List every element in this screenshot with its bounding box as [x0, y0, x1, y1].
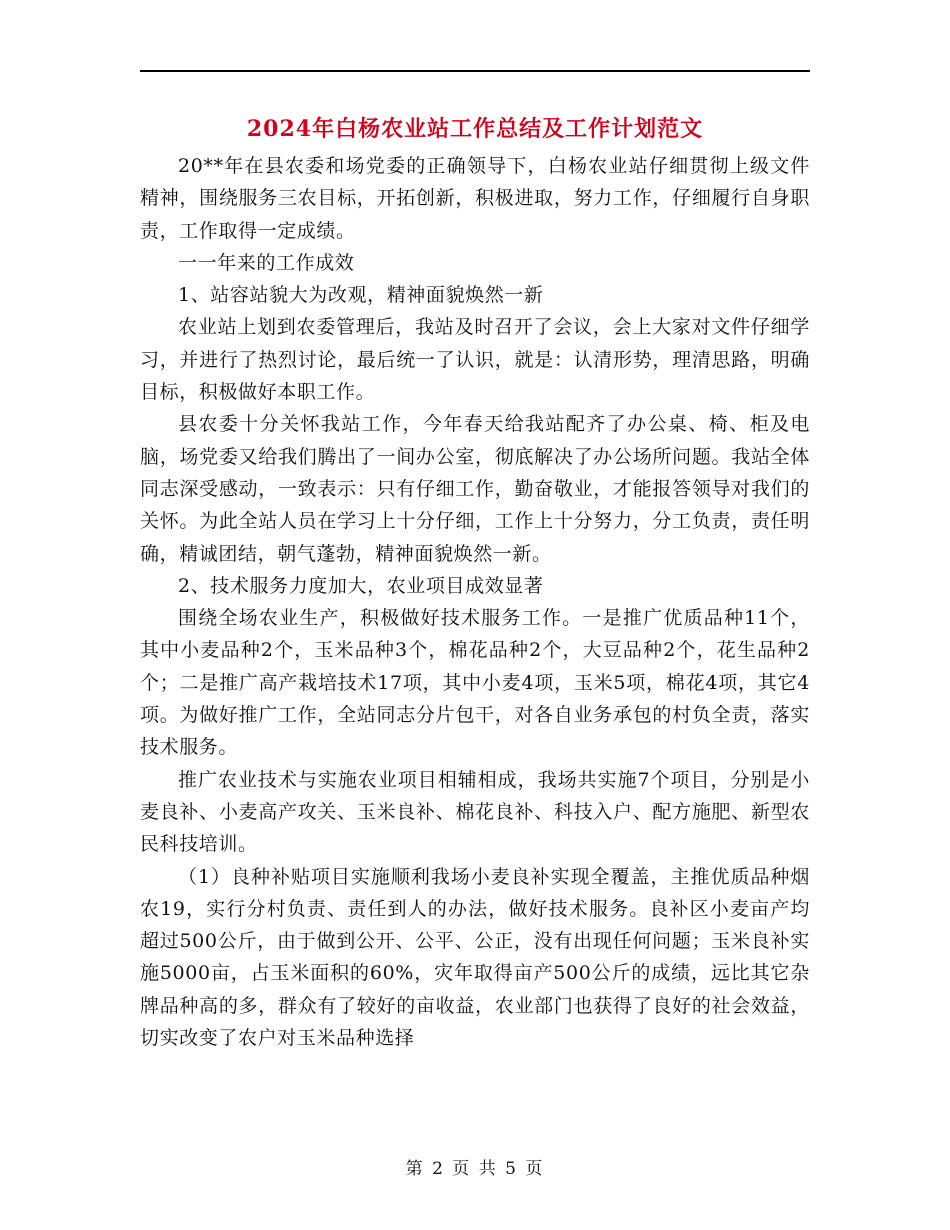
- header-rule: [140, 70, 810, 72]
- paragraph: 农业站上划到农委管理后，我站及时召开了会议，会上大家对文件仔细学习，并进行了热烈讨论，最后统一了认识，就是：认清形势，理清思路，明确目标，积极做好本职工作。: [140, 316, 810, 404]
- subheading-2: 2、技术服务力度加大，农业项目成效显著: [178, 574, 544, 597]
- paragraph: 围绕全场农业生产，积极做好技术服务工作。一是推广优质品种11个，其中小麦品种2个，玉米品种3个，棉花品种2个，大豆品种2个，花生品种2个；二是推广高产栽培技术17项，其中小麦4项，玉米5项，棉花4项，其它4项。为做好推广工作，全站同志分片包干，对各自业务承包的村负全责，落实技术服务。: [140, 607, 810, 759]
- document-body: [140, 150, 810, 1054]
- paragraph: 推广农业技术与实施农业项目相辅相成，我场共实施7个项目，分别是小麦良补、小麦高产攻关、玉米良补、棉花良补、科技入户、配方施肥、新型农民科技培训。: [140, 768, 810, 856]
- subheading-1: 1、站容站貌大为改观，精神面貌焕然一新: [178, 284, 544, 307]
- page-number-footer: 第 2 页 共 5 页: [405, 1159, 545, 1179]
- paragraph: 县农委十分关怀我站工作，今年春天给我站配齐了办公桌、椅、柜及电脑，场党委又给我们腾出了一间办公室，彻底解决了办公场所问题。我站全体同志深受感动，一致表示：只有仔细工作，勤奋敬业，才能报答领导对我们的关怀。为此全站人员在学习上十分仔细，工作上十分努力，分工负责，责任明确，精诚团结，朝气蓬勃，精神面貌焕然一新。: [140, 413, 810, 565]
- document-title: 2024年白杨农业站工作总结及工作计划范文: [246, 116, 704, 142]
- paragraph: （1）良种补贴项目实施顺利我场小麦良补实现全覆盖，主推优质品种烟农19，实行分村负责、责任到人的办法，做好技术服务。良补区小麦亩产均超过500公斤，由于做到公开、公平、公正，没有出现任何问题；玉米良补实施5000亩，占玉米面积的60%，灾年取得亩产500公斤的成绩，远比其它杂牌品种高的多，群众有了较好的亩收益，农业部门也获得了良好的社会效益，切实改变了农户对玉米品种选择: [140, 865, 810, 1050]
- paragraph-intro: 20**年在县农委和场党委的正确领导下，白杨农业站仔细贯彻上级文件精神，围绕服务三农目标，开拓创新，积极进取，努力工作，仔细履行自身职责，工作取得一定成绩。: [140, 155, 810, 242]
- section-heading: 一一年来的工作成效: [178, 251, 355, 274]
